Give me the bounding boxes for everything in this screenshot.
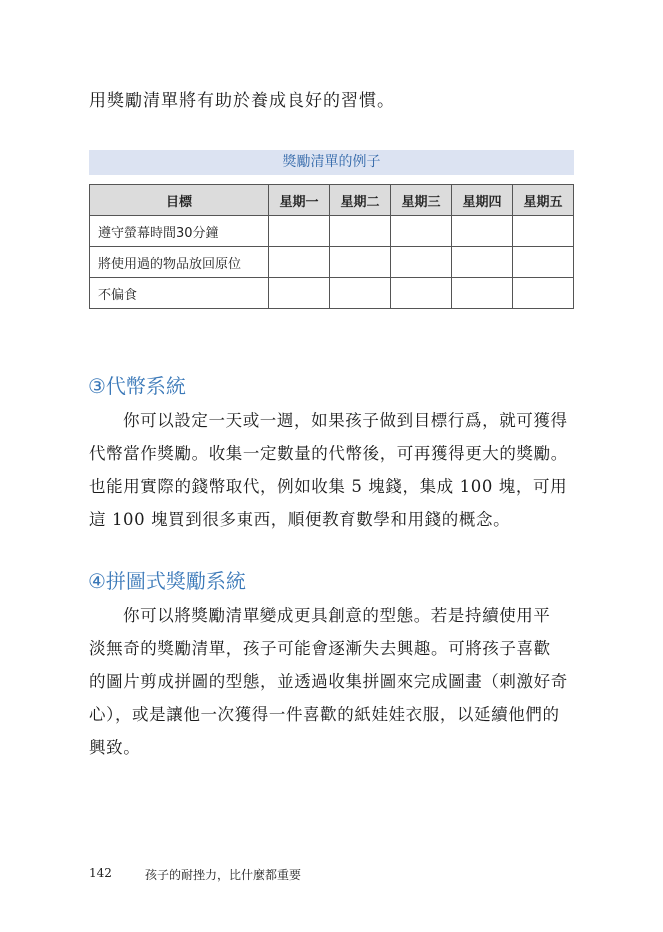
reward-checklist-table (89, 184, 574, 309)
header-monday: 星期一 (269, 185, 330, 216)
paragraph-line: 淡無奇的獎勵清單，孩子可能會逐漸失去興趣。可將孩子喜歡 (89, 639, 551, 658)
check-cell (330, 278, 391, 309)
paragraph-line: 心），或是讓他一次獲得一件喜歡的紙娃娃衣服，以延續他們的 (89, 705, 560, 724)
running-book-title: 孩子的耐挫力，比什麼都重要 (145, 868, 302, 882)
paragraph-puzzle-system (89, 599, 575, 764)
paragraph-token-system (89, 404, 575, 536)
check-cell (269, 216, 330, 247)
intro-sentence: 用獎勵清單將有助於養成良好的習慣。 (89, 91, 395, 111)
goal-cell: 將使用過的物品放回原位 (90, 247, 269, 278)
table-row (90, 278, 574, 309)
section-heading-puzzle-system: ④拼圖式獎勵系統 (88, 569, 246, 593)
paragraph-line: 這 100 塊買到很多東西，順便教育數學和用錢的概念。 (89, 510, 511, 529)
check-cell (391, 216, 452, 247)
paragraph-line: 興致。 (89, 738, 141, 757)
check-cell (452, 247, 513, 278)
paragraph-line: 也能用實際的錢幣取代，例如收集 5 塊錢，集成 100 塊，可用 (89, 477, 568, 496)
paragraph-line: 你可以設定一天或一週，如果孩子做到目標行爲，就可獲得 (123, 411, 568, 430)
check-cell (391, 278, 452, 309)
header-thursday: 星期四 (452, 185, 513, 216)
check-cell (391, 247, 452, 278)
check-cell (513, 278, 574, 309)
check-cell (452, 216, 513, 247)
paragraph-line: 你可以將獎勵清單變成更具創意的型態。若是持續使用平 (123, 606, 551, 625)
goal-cell: 不偏食 (90, 278, 269, 309)
check-cell (269, 278, 330, 309)
header-wednesday: 星期三 (391, 185, 452, 216)
check-cell (452, 278, 513, 309)
table-row (90, 247, 574, 278)
header-tuesday: 星期二 (330, 185, 391, 216)
check-cell (330, 216, 391, 247)
header-friday: 星期五 (513, 185, 574, 216)
header-goal: 目標 (90, 185, 269, 216)
goal-cell: 遵守螢幕時間30分鐘 (90, 216, 269, 247)
table-row (90, 216, 574, 247)
table-caption: 獎勵清單的例子 (89, 150, 574, 175)
section-heading-token-system: ③代幣系統 (88, 374, 186, 398)
check-cell (513, 247, 574, 278)
check-cell (269, 247, 330, 278)
table-header-row (90, 185, 574, 216)
check-cell (513, 216, 574, 247)
paragraph-line: 的圖片剪成拼圖的型態，並透過收集拼圖來完成圖畫（刺激好奇 (89, 672, 568, 691)
check-cell (330, 247, 391, 278)
page-number: 142 (89, 866, 112, 880)
paragraph-line: 代幣當作獎勵。收集一定數量的代幣後，可再獲得更大的獎勵。 (89, 444, 568, 463)
